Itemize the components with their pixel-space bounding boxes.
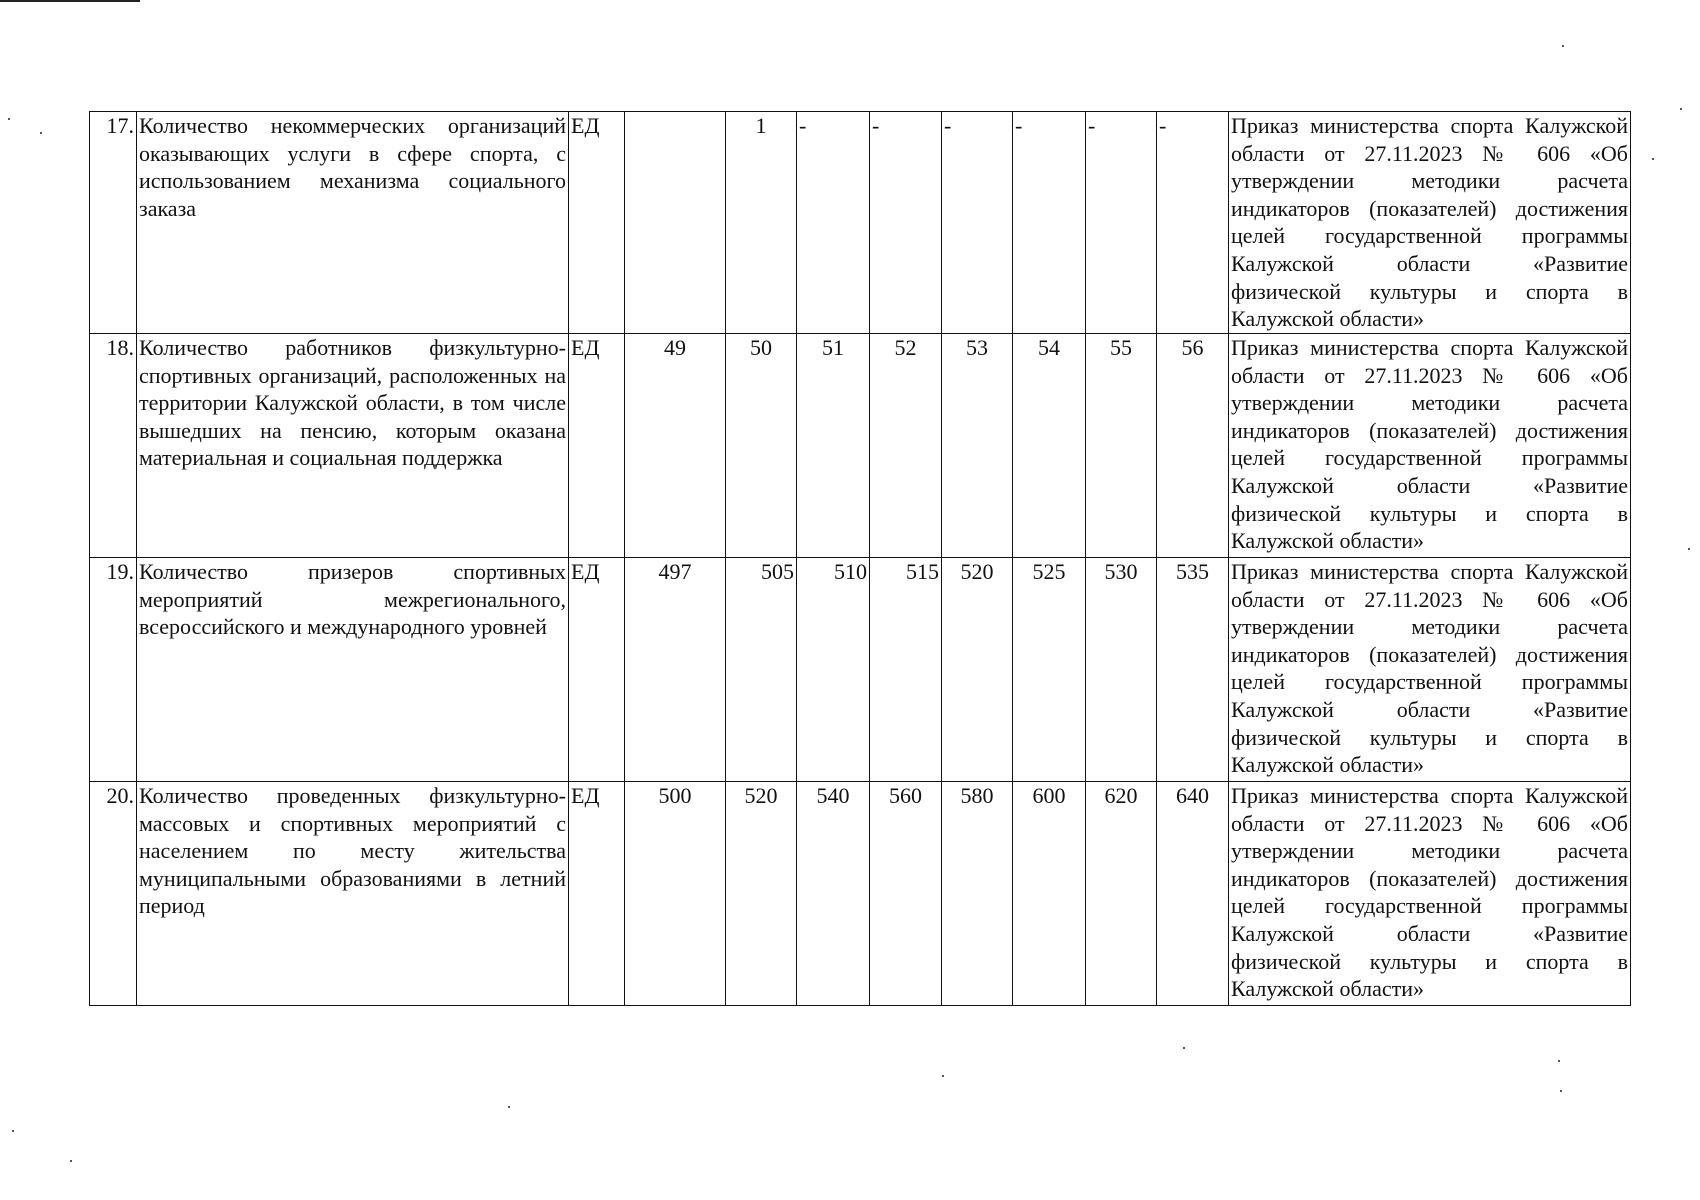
- indicator-name: Количество некоммерческих организаций оказывающих услуги в сфере спорта, с использованием механизма социального заказа: [137, 112, 569, 334]
- legal-basis: Приказ министерства спорта Калужской области от 27.11.2023 № 606 «Об утверждении методики расчета индикаторов (показателей) достижения целей государственной программы Калужской области «Развитие физической культуры и спорта в Калужской области»: [1229, 112, 1631, 334]
- value-cell: 580: [942, 782, 1013, 1006]
- legal-basis: Приказ министерства спорта Калужской области от 27.11.2023 № 606 «Об утверждении методики расчета индикаторов (показателей) достижения целей государственной программы Калужской области «Развитие физической культуры и спорта в Калужской области»: [1229, 558, 1631, 782]
- value-cell: [625, 112, 726, 334]
- unit-cell: ЕД: [569, 334, 625, 558]
- value-cell: 52: [870, 334, 942, 558]
- row-number: 19.: [90, 558, 137, 782]
- indicators-table: [89, 111, 1631, 1006]
- table-row: [90, 558, 1631, 782]
- value-cell: 535: [1157, 558, 1229, 782]
- scan-speck: [1562, 45, 1564, 47]
- row-number: 17.: [90, 112, 137, 334]
- indicator-name: Количество призеров спортивных мероприятий межрегионального, всероссийского и международного уровней: [137, 558, 569, 782]
- value-cell: 500: [625, 782, 726, 1006]
- value-cell: 560: [870, 782, 942, 1006]
- value-cell: 640: [1157, 782, 1229, 1006]
- value-cell: 520: [726, 782, 797, 1006]
- value-cell: 497: [625, 558, 726, 782]
- value-cell: 520: [942, 558, 1013, 782]
- unit-cell: ЕД: [569, 782, 625, 1006]
- row-number: 18.: [90, 334, 137, 558]
- unit-cell: ЕД: [569, 112, 625, 334]
- table-row: [90, 782, 1631, 1006]
- value-cell: 510: [797, 558, 870, 782]
- scan-speck: [1183, 1047, 1185, 1049]
- value-cell: -: [1157, 112, 1229, 334]
- value-cell: -: [870, 112, 942, 334]
- value-cell: 50: [726, 334, 797, 558]
- row-number: 20.: [90, 782, 137, 1006]
- scan-speck: [508, 1106, 510, 1108]
- value-cell: -: [797, 112, 870, 334]
- value-cell: 55: [1086, 334, 1157, 558]
- value-cell: 53: [942, 334, 1013, 558]
- scan-speck: [1688, 548, 1690, 550]
- scan-speck: [1558, 1060, 1560, 1062]
- legal-basis: Приказ министерства спорта Калужской области от 27.11.2023 № 606 «Об утверждении методики расчета индикаторов (показателей) достижения целей государственной программы Калужской области «Развитие физической культуры и спорта в Калужской области»: [1229, 334, 1631, 558]
- value-cell: 1: [726, 112, 797, 334]
- value-cell: 530: [1086, 558, 1157, 782]
- value-cell: 49: [625, 334, 726, 558]
- value-cell: 600: [1013, 782, 1086, 1006]
- scan-speck: [1680, 108, 1682, 110]
- value-cell: -: [1086, 112, 1157, 334]
- value-cell: 51: [797, 334, 870, 558]
- scan-speck: [8, 118, 10, 120]
- table-row: [90, 334, 1631, 558]
- value-cell: -: [1013, 112, 1086, 334]
- value-cell: 56: [1157, 334, 1229, 558]
- value-cell: 54: [1013, 334, 1086, 558]
- value-cell: 525: [1013, 558, 1086, 782]
- scan-artifact-top-line: [0, 0, 140, 2]
- scan-speck: [12, 1130, 14, 1132]
- legal-basis: Приказ министерства спорта Калужской области от 27.11.2023 № 606 «Об утверждении методики расчета индикаторов (показателей) достижения целей государственной программы Калужской области «Развитие физической культуры и спорта в Калужской области»: [1229, 782, 1631, 1006]
- scan-speck: [1652, 158, 1654, 160]
- scan-speck: [942, 1075, 944, 1077]
- value-cell: 540: [797, 782, 870, 1006]
- value-cell: -: [942, 112, 1013, 334]
- indicator-name: Количество проведенных физкультурно-массовых и спортивных мероприятий с населением по месту жительства муниципальными образованиями в летний период: [137, 782, 569, 1006]
- scan-speck: [70, 1160, 72, 1162]
- unit-cell: ЕД: [569, 558, 625, 782]
- scan-speck: [1560, 1090, 1562, 1092]
- value-cell: 620: [1086, 782, 1157, 1006]
- value-cell: 515: [870, 558, 942, 782]
- scan-speck: [40, 132, 42, 134]
- indicator-name: Количество работников физкультурно-спортивных организаций, расположенных на территории Калужской области, в том числе вышедших на пенсию, которым оказана материальная и социальная поддержка: [137, 334, 569, 558]
- value-cell: 505: [726, 558, 797, 782]
- table-row: [90, 112, 1631, 334]
